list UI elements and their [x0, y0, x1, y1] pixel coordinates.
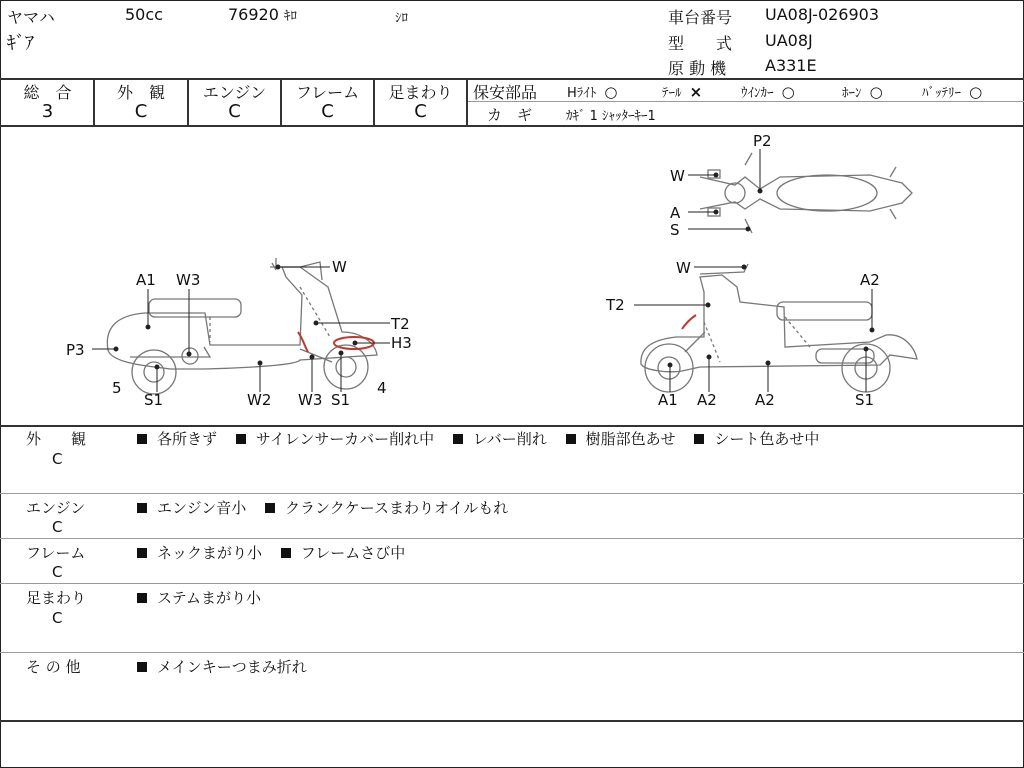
diagram-label-t2-right: T2	[606, 296, 625, 314]
type-value: UA08J	[765, 31, 813, 50]
damage-mark-right-t2	[682, 315, 696, 329]
scooter-diagram	[0, 127, 1022, 425]
maker: ヤマハ	[7, 8, 55, 27]
notes-bottom-rule	[0, 720, 1024, 722]
note-suspension-items	[137, 587, 275, 608]
mileage-value: 76920	[228, 5, 279, 24]
note-item: サイレンサーカバー削れ中	[255, 430, 435, 448]
engine-label: 原 動 機	[668, 59, 727, 78]
safety-label: 保安部品	[473, 83, 538, 102]
bullet	[137, 548, 147, 558]
diagram-label-w3-bottom: W3	[298, 391, 323, 409]
frame-grade-label: フレーム	[295, 83, 360, 102]
diagram-label-s1-right: S1	[855, 391, 875, 409]
bullet	[137, 593, 147, 603]
note-other-items	[137, 656, 321, 677]
safety-winker	[741, 82, 795, 101]
frame-grade: C	[321, 101, 334, 122]
note-exterior-grade: C	[52, 450, 63, 468]
diagram-label-s1-left: S1	[144, 391, 164, 409]
total-grade: 3	[41, 101, 54, 122]
note-other-label: そ の 他	[26, 658, 81, 676]
note-divider	[0, 538, 1024, 539]
safety-tail	[662, 82, 702, 101]
note-item: ネックまがり小	[157, 544, 263, 562]
note-engine-label: エンジン	[26, 499, 86, 517]
model-name: ｷﾞｱ	[7, 33, 34, 54]
diagram-label-s-top: S	[670, 221, 680, 239]
bullet	[137, 434, 147, 444]
suspension-grade: C	[414, 101, 427, 122]
diagram-label-w-left: W	[332, 258, 347, 276]
mileage-unit: ｷﾛ	[284, 9, 297, 24]
safety-horn-name: ﾎｰﾝ	[842, 86, 862, 101]
type-label: 型 式	[668, 34, 733, 53]
note-divider	[0, 652, 1024, 653]
diagram-label-w-right: W	[676, 259, 691, 277]
safety-tail-name: ﾃｰﾙ	[662, 86, 682, 101]
total-label: 総 合	[23, 83, 72, 102]
bullet	[453, 434, 463, 444]
note-item: シート色あせ中	[714, 430, 820, 448]
mileage	[228, 5, 297, 24]
diagram-label-a-top: A	[670, 204, 681, 222]
displacement: 50cc	[125, 5, 163, 24]
exterior-label: 外 観	[116, 83, 165, 102]
note-item: 各所きず	[157, 430, 218, 448]
engine-value: A331E	[765, 56, 817, 75]
note-item: ステムまがり小	[157, 589, 261, 607]
safety-headlight-name: Hﾗｲﾄ	[567, 86, 597, 101]
bullet	[236, 434, 246, 444]
exterior-grade: C	[134, 101, 148, 122]
safety-horn	[842, 82, 883, 101]
diagram-label-a1: A1	[136, 271, 156, 289]
bullet	[265, 503, 275, 513]
note-frame-grade: C	[52, 563, 63, 581]
key-label: カ ギ	[487, 106, 533, 124]
diagram-label-a1-right: A1	[658, 391, 678, 409]
color: ｼﾛ	[395, 11, 408, 26]
suspension-grade-label: 足まわり	[388, 83, 453, 102]
safety-battery	[922, 82, 982, 101]
diagram-label-4: 4	[377, 379, 387, 397]
bullet	[566, 434, 576, 444]
note-divider	[0, 493, 1024, 494]
note-exterior-label: 外 観	[26, 430, 87, 448]
frame-no: UA08J-026903	[765, 5, 880, 24]
bullet	[137, 503, 147, 513]
safety-winker-mark: ○	[781, 83, 795, 101]
note-engine-items	[137, 497, 522, 518]
diagram-label-a2-front: A2	[697, 391, 717, 409]
note-item: 樹脂部色あせ	[585, 430, 676, 448]
safety-winker-name: ｳｲﾝｶｰ	[741, 86, 774, 101]
note-item: エンジン音小	[157, 499, 247, 517]
safety-headlight	[567, 82, 618, 101]
diagram-label-p3: P3	[66, 341, 85, 359]
diagram-label-s1-left-front: S1	[331, 391, 351, 409]
diagram-label-a2-rear: A2	[860, 271, 880, 289]
diagram-label-p2: P2	[753, 132, 772, 150]
safety-tail-mark: ×	[689, 83, 703, 101]
safety-mid-rule	[466, 101, 1024, 102]
bullet	[137, 662, 147, 672]
note-item: フレームさび中	[300, 544, 406, 562]
note-suspension-grade: C	[52, 609, 63, 627]
engine-grade: C	[228, 101, 241, 122]
note-exterior-items	[137, 428, 833, 449]
note-divider	[0, 583, 1024, 584]
diagram-label-a2-mid: A2	[755, 391, 775, 409]
diagram-label-5: 5	[112, 379, 122, 397]
bullet	[281, 548, 291, 558]
diagram-label-t2-left: T2	[391, 315, 410, 333]
safety-battery-name: ﾊﾞｯﾃﾘｰ	[922, 86, 961, 101]
note-item: メインキーつまみ折れ	[157, 658, 307, 676]
bullet	[694, 434, 704, 444]
frame-no-label: 車台番号	[668, 8, 733, 27]
key-value: ｶｷﾞ 1 ｼｬｯﾀｰｷｰ1	[566, 109, 656, 124]
diagram-label-w3-top: W3	[176, 271, 201, 289]
note-suspension-label: 足まわり	[26, 589, 87, 607]
notes-top-rule	[0, 425, 1024, 427]
top-view-outline	[700, 153, 912, 233]
safety-headlight-mark: ○	[604, 83, 618, 101]
diagram-label-w2: W2	[247, 391, 272, 409]
safety-horn-mark: ○	[869, 83, 883, 101]
note-frame-items	[137, 542, 419, 563]
note-engine-grade: C	[52, 518, 63, 536]
diagram-label-h3: H3	[391, 334, 412, 352]
note-item: レバー削れ	[472, 430, 547, 448]
note-frame-label: フレーム	[26, 544, 86, 562]
safety-battery-mark: ○	[969, 83, 983, 101]
diagram-label-w-top: W	[670, 167, 685, 185]
grade-divider	[466, 79, 468, 125]
note-item: クランクケースまわりオイルもれ	[285, 499, 509, 517]
engine-grade-label: エンジン	[202, 83, 267, 102]
